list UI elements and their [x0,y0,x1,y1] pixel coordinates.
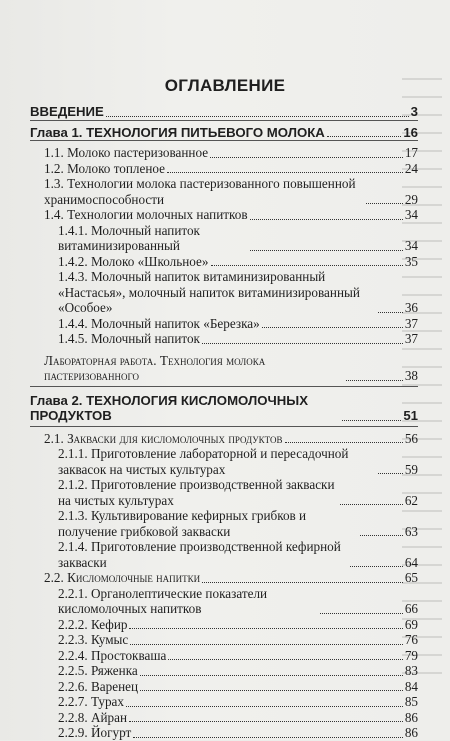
toc-page-number: 37 [404,315,418,331]
dot-leader [262,317,403,328]
toc-page-number: 64 [404,554,418,570]
dot-leader [202,333,403,344]
toc-entry-intro[interactable] [30,104,418,120]
toc-page-number: 3 [410,104,418,119]
dot-leader [126,696,403,707]
toc-page-number: 38 [404,368,418,383]
toc-entry-2-2[interactable] [30,570,418,586]
toc-page-number: 84 [404,678,418,694]
toc-page-number: 17 [404,145,418,160]
dot-leader [129,618,402,629]
toc-page-number: 79 [404,647,418,663]
toc-page-number: 69 [404,616,418,632]
toc-chapter-2[interactable] [30,393,418,424]
toc-entry-text: Лабораторная работа. Технология молока пастеризованного [44,352,266,383]
toc-entry-1-2[interactable] [30,161,418,177]
dot-leader [129,711,403,722]
toc-entry-1-4-3[interactable] [30,269,418,316]
toc-entry-text: 1.4. Технологии молочных напитков [44,207,248,222]
toc-entry-text: 2.2.1. Органолептические показатели кисломолочных напитков [58,585,268,616]
toc-entry-1-4-4[interactable] [30,316,418,332]
table-of-contents [30,104,418,741]
toc-entry-text: 1.3. Технологии молока пастеризованного повышенной хранимоспособности [44,176,356,207]
toc-page-number: 51 [403,408,418,423]
toc-page-number: 65 [404,570,418,585]
toc-entry-text: Глава 1. ТЕХНОЛОГИЯ ПИТЬЕВОГО МОЛОКА [30,124,325,140]
toc-entry-text: 1.4.2. Молоко «Школьное» [58,253,209,269]
toc-page-number: 59 [404,461,418,477]
toc-page-number: 35 [404,253,418,269]
dot-leader [202,572,403,583]
toc-entry-text: 2.2. Кисломолочные напитки [44,570,201,585]
toc-entry-2-1-2[interactable] [30,477,418,508]
toc-entry-2-2-4[interactable] [30,648,418,664]
toc-page-number: 66 [404,601,418,616]
toc-entry-text: 2.1.1. Приготовление лабораторной и пересадочной заквасок на чистых культурах [58,446,349,477]
dot-leader [140,680,403,691]
toc-entry-text: ВВЕДЕНИЕ [30,104,104,119]
toc-entry-text: 2.1.2. Приготовление производственной закваски на чистых культурах [58,477,335,508]
toc-entry-lab-work[interactable] [30,353,418,384]
page-title: ОГЛАВЛЕНИЕ [164,76,286,95]
dot-leader [327,126,402,137]
toc-entry-1-4[interactable] [30,207,418,223]
toc-chapter-1[interactable] [30,125,418,141]
toc-entry-2-2-7[interactable] [30,694,418,710]
toc-entry-text: 2.2.4. Простокваша [58,647,167,663]
dot-leader [360,525,403,536]
toc-page-number: 34 [404,207,418,222]
toc-page-number: 62 [404,492,418,508]
toc-entry-text: 2.2.3. Кумыс [58,632,129,647]
toc-page-number: 56 [404,430,418,446]
toc-entry-text: 1.1. Молоко пастеризованное [44,145,209,160]
dot-leader [342,410,401,421]
dot-leader [210,147,403,158]
toc-entry-text: 2.1. Закваски для кисломолочных продуктов [44,430,283,446]
toc-entry-text: Глава 2. ТЕХНОЛОГИЯ КИСЛОМОЛОЧНЫХ ПРОДУКТОВ [30,392,308,423]
dot-leader [250,209,403,220]
toc-page-number: 86 [404,709,418,725]
toc-entry-text: 2.2.5. Ряженка [58,663,138,678]
toc-page-number: 63 [404,523,418,539]
toc-entry-1-1[interactable] [30,145,418,161]
toc-entry-text: 2.2.7. Турах [58,694,125,709]
toc-page-number: 83 [404,663,418,678]
toc-entry-2-2-8[interactable] [30,710,418,726]
toc-entry-2-2-1[interactable] [30,586,418,617]
toc-entry-1-4-2[interactable] [30,254,418,270]
toc-page-number: 29 [404,191,418,207]
toc-entry-2-1-4[interactable] [30,539,418,570]
dot-leader [350,556,403,567]
dot-leader [378,463,403,474]
dot-leader [340,494,403,505]
toc-entry-text: 2.2.6. Варенец [58,678,139,694]
toc-entry-text: 1.4.5. Молочный напиток [58,331,200,346]
toc-entry-1-4-5[interactable] [30,331,418,347]
dot-leader [320,603,403,614]
toc-page-number: 37 [404,331,418,346]
dot-leader [285,432,403,443]
toc-entry-text: 2.1.4. Приготовление производственной кефирной закваски [58,539,341,570]
toc-entry-2-2-5[interactable] [30,663,418,679]
toc-entry-1-4-1[interactable] [30,223,418,254]
toc-entry-2-1[interactable] [30,431,418,447]
toc-entry-text: 1.4.4. Молочный напиток «Березка» [58,315,260,331]
toc-entry-text: 1.4.3. Молочный напиток витаминизированный «Настасья», молочный напиток витаминизированный «Особое» [58,269,360,315]
toc-page-number: 24 [404,160,418,176]
dot-leader [211,255,403,266]
toc-entry-2-1-1[interactable] [30,446,418,477]
dot-leader [133,727,403,738]
toc-entry-text: 1.4.1. Молочный напиток витаминизированный [58,222,200,253]
toc-page-number: 85 [404,694,418,709]
dot-leader [168,649,402,660]
dot-leader [106,106,409,117]
toc-page-number: 34 [404,238,418,253]
toc-entry-2-2-9[interactable] [30,725,418,741]
toc-page-number: 36 [404,300,418,315]
dot-leader [130,634,403,645]
dot-leader [250,240,403,251]
toc-page-number: 16 [403,124,418,140]
toc-entry-text: 2.2.9. Йогурт [58,725,132,740]
toc-page-number: 86 [404,725,418,740]
dot-leader [346,370,403,381]
dot-leader [366,193,403,204]
toc-entry-text: 2.2.2. Кефир [58,616,128,632]
toc-page-number: 76 [404,632,418,647]
toc-entry-2-1-3[interactable] [30,508,418,539]
toc-entry-text: 2.1.3. Культивирование кефирных грибков и получение грибковой закваски [58,508,307,539]
toc-entry-text: 2.2.8. Айран [58,709,128,725]
toc-entry-text: 1.2. Молоко топленое [44,160,166,176]
toc-entry-2-2-3[interactable] [30,632,418,648]
dot-leader [378,302,403,313]
toc-entry-1-3[interactable] [30,176,418,207]
toc-entry-2-2-2[interactable] [30,617,418,633]
dot-leader [140,665,403,676]
toc-entry-2-2-6[interactable] [30,679,418,695]
dot-leader [167,162,403,173]
